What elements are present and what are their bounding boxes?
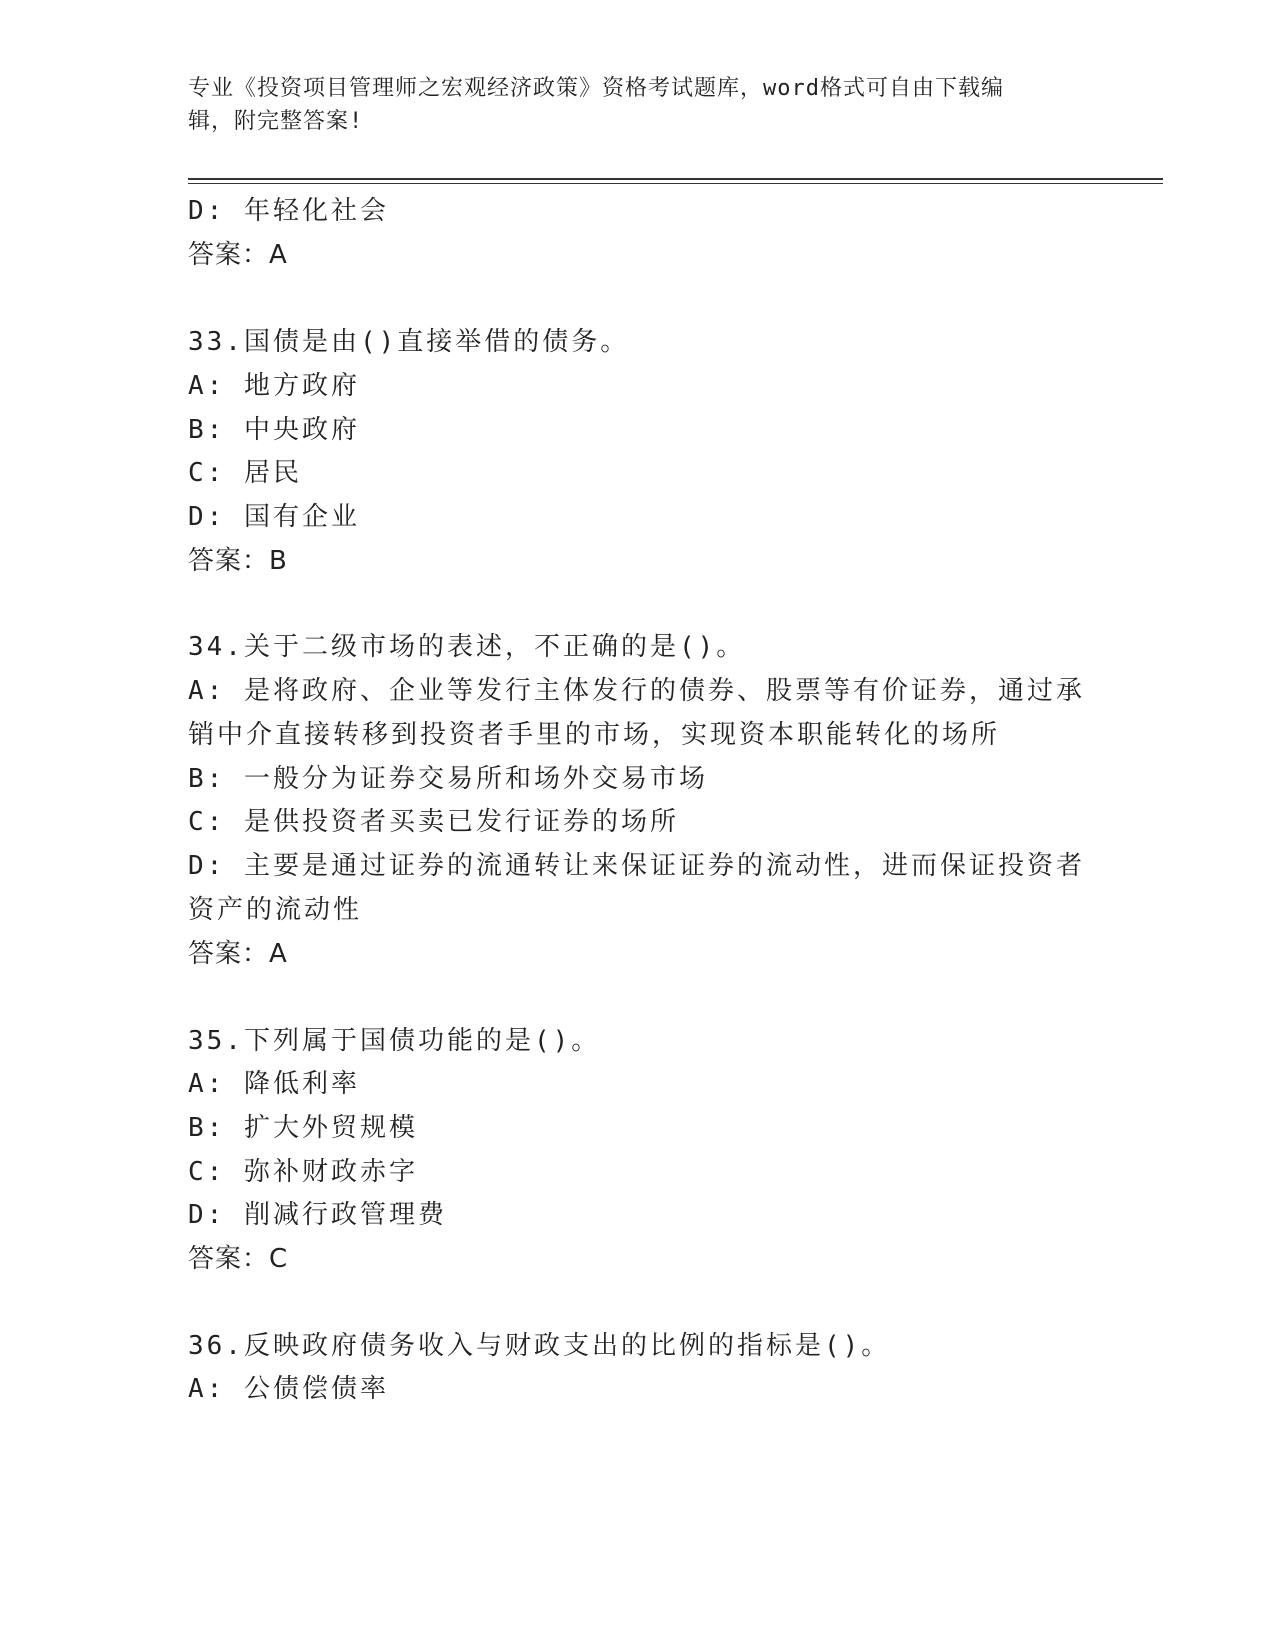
q34-question: 34.关于二级市场的表述，不正确的是()。 bbox=[188, 632, 746, 662]
q34-option-b: B: 一般分为证券交易所和场外交易市场 bbox=[188, 764, 708, 794]
header-line-2: 辑，附完整答案! bbox=[188, 109, 364, 134]
q33-option-d: D: 国有企业 bbox=[188, 502, 360, 532]
q34-option-a-line2: 销中介直接转移到投资者手里的市场，实现资本职能转化的场所 bbox=[188, 720, 1001, 750]
q33-option-b: B: 中央政府 bbox=[188, 415, 360, 445]
q35-option-d: D: 削减行政管理费 bbox=[188, 1200, 447, 1230]
q34-option-d-line2: 资产的流动性 bbox=[188, 895, 363, 925]
header-rule-thin bbox=[188, 183, 1163, 184]
q34-answer: 答案：A bbox=[188, 939, 288, 969]
q35-question: 35.下列属于国债功能的是()。 bbox=[188, 1026, 601, 1056]
prev-answer: 答案：A bbox=[188, 240, 288, 270]
q34-option-c: C: 是供投资者买卖已发行证券的场所 bbox=[188, 807, 679, 837]
q35-option-c: C: 弥补财政赤字 bbox=[188, 1157, 418, 1187]
q33-option-a: A: 地方政府 bbox=[188, 371, 360, 401]
header-rule-thick bbox=[188, 178, 1163, 180]
q34-option-d-line1: D: 主要是通过证券的流通转让来保证证券的流动性，进而保证投资者 bbox=[188, 851, 1085, 881]
q35-answer: 答案：C bbox=[188, 1244, 289, 1274]
q33-answer: 答案：B bbox=[188, 546, 288, 576]
q36-option-a: A: 公债偿债率 bbox=[188, 1374, 389, 1404]
q33-option-c: C: 居民 bbox=[188, 458, 302, 488]
q36-question: 36.反映政府债务收入与财政支出的比例的指标是()。 bbox=[188, 1331, 891, 1361]
q34-option-a-line1: A: 是将政府、企业等发行主体发行的债券、股票等有价证券，通过承 bbox=[188, 676, 1085, 706]
q35-option-b: B: 扩大外贸规模 bbox=[188, 1113, 418, 1143]
q33-question: 33.国债是由()直接举借的债务。 bbox=[188, 327, 630, 357]
document-header bbox=[188, 72, 1068, 138]
prev-option-d: D: 年轻化社会 bbox=[188, 196, 389, 226]
header-line-1: 专业《投资项目管理师之宏观经济政策》资格考试题库，word格式可自由下载编 bbox=[188, 76, 1004, 101]
q35-option-a: A: 降低利率 bbox=[188, 1069, 360, 1099]
